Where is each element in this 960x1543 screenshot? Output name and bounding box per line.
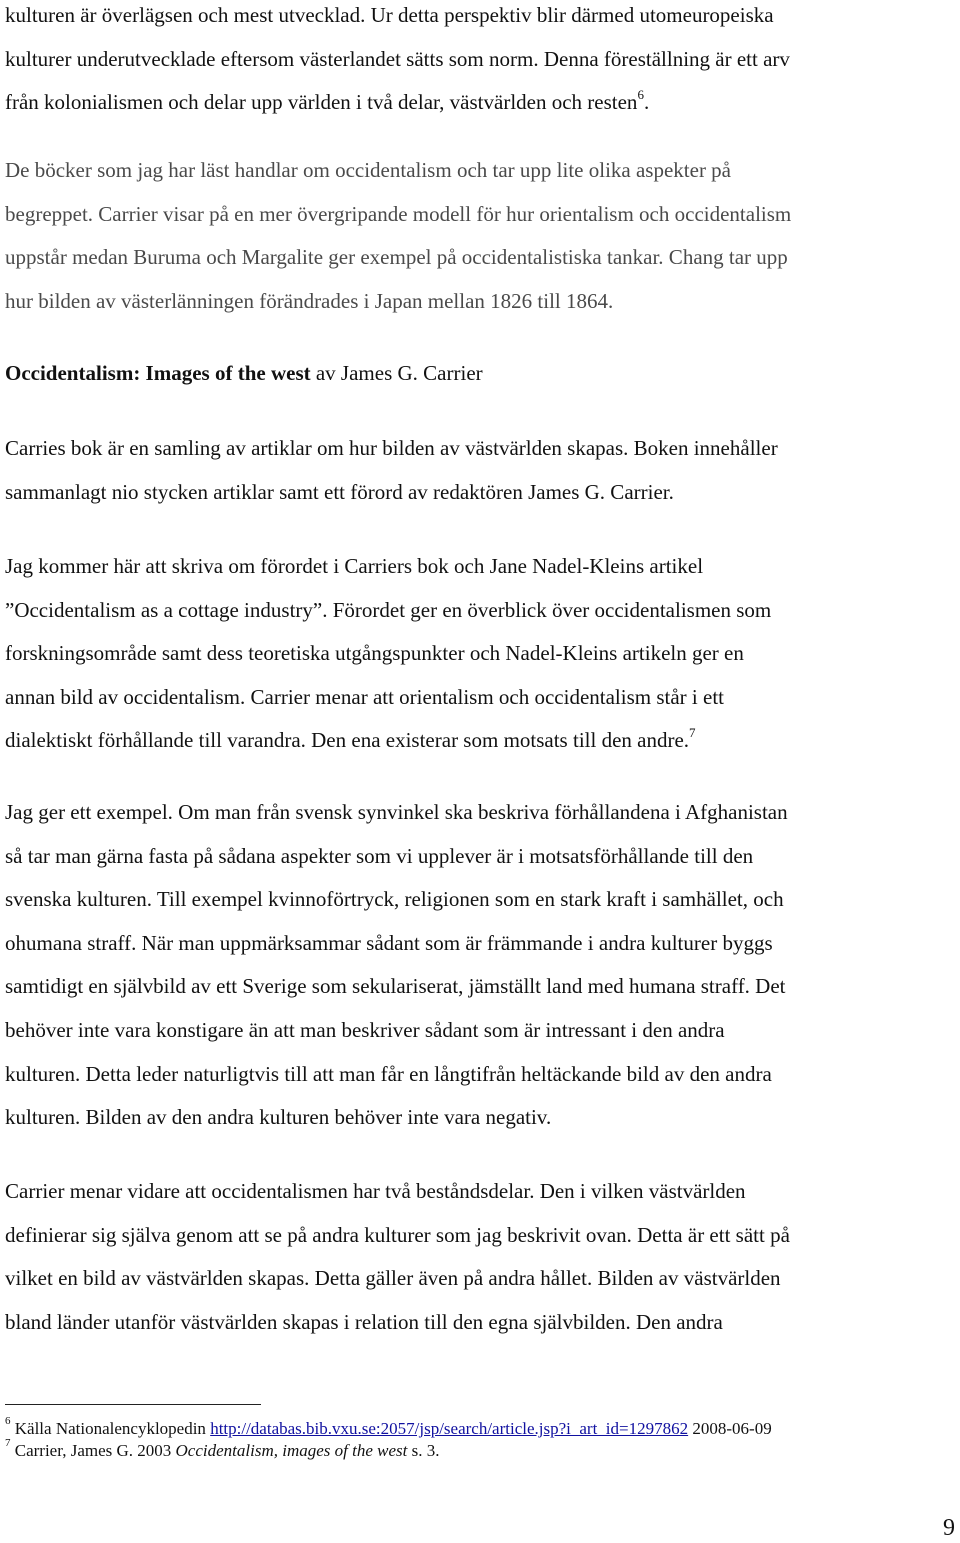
text-segment: . bbox=[643, 90, 650, 115]
text-line: forskningsområde samt dess teoretiska utgångspunkter och Nadel-Kleins artikeln ger en bbox=[5, 641, 744, 666]
text-line: svenska kulturen. Till exempel kvinnoförtryck, religionen som en stark kraft i samhället, och bbox=[5, 887, 784, 912]
text-line: kulturen. Bilden av den andra kulturen behöver inte vara negativ. bbox=[5, 1105, 552, 1130]
paragraph-6 bbox=[5, 791, 957, 1140]
text-line: så tar man gärna fasta på sådana aspekter som vi upplever är i motsatsförhållande till den bbox=[5, 843, 754, 868]
footnote-6 bbox=[5, 1415, 957, 1440]
text-segment: från kolonialismen och delar upp världen i två delar, västvärlden och resten bbox=[5, 90, 638, 115]
footnote-text: Carrier, James G. 2003 bbox=[10, 1441, 176, 1460]
text-line: hur bilden av västerlänningen förändrades i Japan mellan 1826 till 1864. bbox=[5, 288, 614, 313]
paragraph-1 bbox=[5, 0, 957, 125]
book-title: Occidentalism: Images of the west bbox=[5, 361, 311, 385]
footnotes bbox=[5, 1415, 957, 1462]
text-line: behöver inte vara konstigare än att man beskriver sådant som är intressant i den andra bbox=[5, 1017, 725, 1042]
footnote-text: Källa Nationalencyklopedin bbox=[10, 1419, 211, 1438]
paragraph-4 bbox=[5, 427, 957, 514]
text-line: Jag kommer här att skriva om förordet i Carriers bok och Jane Nadel-Kleins artikel bbox=[5, 554, 704, 578]
book-author: av James G. Carrier bbox=[310, 361, 483, 385]
text-line: Jag ger ett exempel. Om man från svensk synvinkel ska beskriva förhållandena i Afghanistan bbox=[5, 800, 788, 824]
footnote-ref-7[interactable]: 7 bbox=[689, 725, 696, 741]
paragraph-5 bbox=[5, 545, 957, 763]
text-line: vilket en bild av västvärlden skapas. Detta gäller även på andra hållet. Bilden av västvärlden bbox=[5, 1266, 781, 1291]
text-segment: dialektiskt förhållande till varandra. Den ena existerar som motsats till den andre. bbox=[5, 728, 690, 753]
paragraph-2 bbox=[5, 149, 957, 323]
paragraph-7 bbox=[5, 1170, 957, 1344]
footnote-7 bbox=[5, 1437, 957, 1462]
text-line: Carries bok är en samling av artiklar om hur bilden av västvärlden skapas. Boken innehåller bbox=[5, 436, 778, 460]
text-line bbox=[5, 81, 957, 125]
footnote-book-title: Occidentalism, images of the west bbox=[175, 1441, 408, 1460]
footnote-ref-6[interactable]: 6 bbox=[637, 87, 644, 103]
text-line: annan bild av occidentalism. Carrier menar att orientalism och occidentalism står i ett bbox=[5, 684, 725, 709]
footnote-separator bbox=[5, 1404, 261, 1405]
footnote-link[interactable]: http://databas.bib.vxu.se:2057/jsp/search/article.jsp?i_art_id=1297862 bbox=[210, 1419, 689, 1438]
text-line: ohumana straff. När man uppmärksammar sådant som är främmande i andra kulturer byggs bbox=[5, 930, 773, 955]
text-line bbox=[5, 719, 957, 763]
text-line: kulturen är överlägsen och mest utvecklad. Ur detta perspektiv blir därmed utomeuropeiska bbox=[5, 3, 774, 27]
footnote-number: 6 bbox=[5, 1415, 11, 1428]
text-line: bland länder utanför västvärlden skapas i relation till den egna självbilden. Den andra bbox=[5, 1309, 723, 1334]
text-line: De böcker som jag har läst handlar om occidentalism och tar upp lite olika aspekter på bbox=[5, 158, 732, 182]
text-line: kulturer underutvecklade eftersom västerlandet sätts som norm. Denna föreställning är ett arv bbox=[5, 46, 790, 71]
text-line: samtidigt en självbild av ett Sverige som sekulariserat, jämställt land med humana straff. Det bbox=[5, 974, 786, 999]
footnote-date: 2008-06-09 bbox=[688, 1419, 772, 1438]
text-line: Carrier menar vidare att occidentalismen har två beståndsdelar. Den i vilken västvärlden bbox=[5, 1179, 746, 1203]
text-line: begreppet. Carrier visar på en mer övergripande modell för hur orientalism och occidentalism bbox=[5, 201, 792, 226]
page-number: 9 bbox=[943, 1515, 955, 1541]
text-line: ”Occidentalism as a cottage industry”. Förordet ger en överblick över occidentalismen som bbox=[5, 597, 772, 622]
text-line: sammanlagt nio stycken artiklar samt ett förord av redaktören James G. Carrier. bbox=[5, 479, 674, 504]
footnote-page: s. 3. bbox=[407, 1441, 440, 1460]
text-line: kulturen. Detta leder naturligtvis till att man får en långtifrån heltäckande bild av den andra bbox=[5, 1061, 772, 1086]
text-line: definierar sig själva genom att se på andra kulturer som jag beskrivit ovan. Detta är ett sätt på bbox=[5, 1222, 790, 1247]
text-line: uppstår medan Buruma och Margalite ger exempel på occidentalistiska tankar. Chang tar upp bbox=[5, 245, 788, 270]
footnote-number: 7 bbox=[5, 1437, 11, 1450]
section-heading bbox=[5, 352, 957, 396]
